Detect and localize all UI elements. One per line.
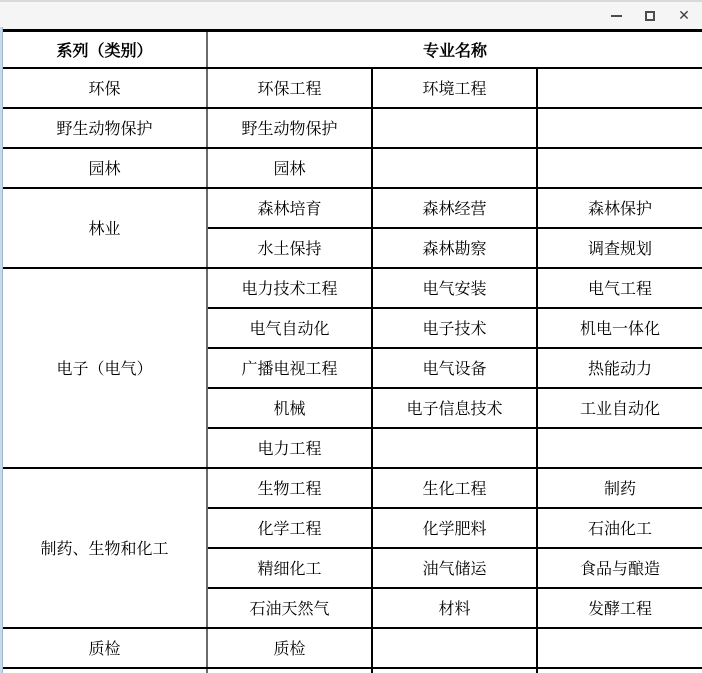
category-cell: 质检 (3, 628, 207, 668)
close-icon: ✕ (678, 7, 690, 24)
major-cell: 环保工程 (207, 68, 372, 108)
major-cell: 食品与酿造 (537, 548, 702, 588)
minimize-button[interactable] (604, 4, 628, 28)
major-cell: 机械 (207, 388, 372, 428)
table-row (3, 668, 702, 673)
major-cell (537, 108, 702, 148)
major-cell (537, 68, 702, 108)
minimize-icon (611, 15, 622, 17)
major-cell: 机电一体化 (537, 308, 702, 348)
major-cell: 石油化工 (537, 508, 702, 548)
majors-table (3, 29, 702, 673)
table-row (3, 68, 702, 108)
window-titlebar (0, 0, 702, 29)
table-row (3, 108, 702, 148)
major-cell (372, 668, 537, 673)
major-cell: 材料 (372, 588, 537, 628)
table-row (3, 628, 702, 668)
major-cell (372, 628, 537, 668)
table-row (3, 188, 702, 228)
category-cell: 林业 (3, 188, 207, 268)
major-cell: 森林勘察 (372, 228, 537, 268)
major-cell: 石油天然气 (207, 588, 372, 628)
major-cell: 化学肥料 (372, 508, 537, 548)
major-cell (372, 108, 537, 148)
major-cell: 生物工程 (207, 468, 372, 508)
table-row (3, 468, 702, 508)
major-cell: 化学工程 (207, 508, 372, 548)
major-cell: 精细化工 (207, 548, 372, 588)
major-cell: 生化工程 (372, 468, 537, 508)
maximize-button[interactable] (638, 4, 662, 28)
major-cell: 电气自动化 (207, 308, 372, 348)
major-cell (537, 628, 702, 668)
category-cell: 野生动物保护 (3, 108, 207, 148)
window-controls (594, 2, 702, 29)
category-cell: 园林 (3, 148, 207, 188)
major-cell (372, 148, 537, 188)
major-cell (537, 668, 702, 673)
major-cell: 广播电视工程 (207, 348, 372, 388)
category-cell: 环保 (3, 68, 207, 108)
major-cell: 发酵工程 (537, 588, 702, 628)
table-header-row (3, 31, 702, 68)
header-category: 系列（类别） (3, 31, 207, 68)
table-body (3, 68, 702, 673)
category-cell (3, 668, 207, 673)
major-cell: 电子技术 (372, 308, 537, 348)
major-cell: 电力技术工程 (207, 268, 372, 308)
major-cell: 调查规划 (537, 228, 702, 268)
major-cell: 水土保持 (207, 228, 372, 268)
close-button[interactable] (672, 4, 696, 28)
table-row (3, 268, 702, 308)
major-cell: 野生动物保护 (207, 108, 372, 148)
major-cell: 电气安装 (372, 268, 537, 308)
major-cell: 森林保护 (537, 188, 702, 228)
major-cell (537, 148, 702, 188)
major-cell: 森林经营 (372, 188, 537, 228)
major-cell: 森林培育 (207, 188, 372, 228)
major-cell: 电力工程 (207, 428, 372, 468)
major-cell: 制药 (537, 468, 702, 508)
major-cell: 环境工程 (372, 68, 537, 108)
category-cell: 制药、生物和化工 (3, 468, 207, 628)
major-cell (207, 668, 372, 673)
major-cell: 热能动力 (537, 348, 702, 388)
major-cell (537, 428, 702, 468)
table-row (3, 148, 702, 188)
major-cell: 园林 (207, 148, 372, 188)
major-cell: 工业自动化 (537, 388, 702, 428)
category-cell: 电子（电气） (3, 268, 207, 468)
major-cell: 电子信息技术 (372, 388, 537, 428)
major-cell: 电气设备 (372, 348, 537, 388)
major-cell: 电气工程 (537, 268, 702, 308)
major-cell: 质检 (207, 628, 372, 668)
maximize-icon (645, 11, 655, 21)
major-cell: 油气储运 (372, 548, 537, 588)
major-cell (372, 428, 537, 468)
header-major-names: 专业名称 (207, 31, 702, 68)
